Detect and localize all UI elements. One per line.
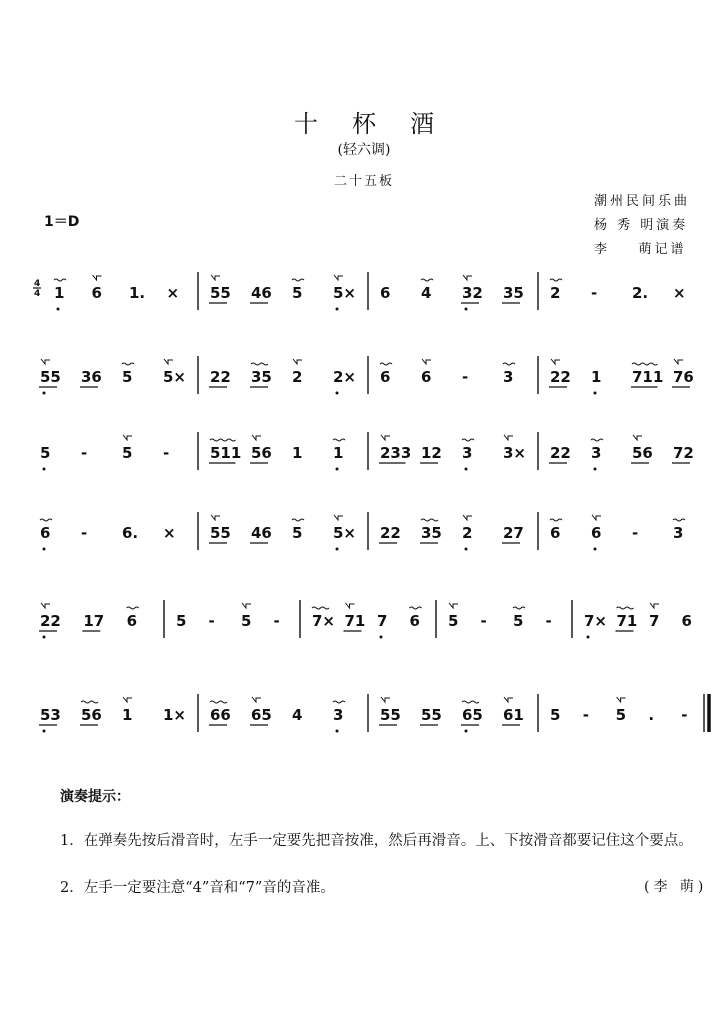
score-note: 46 [251,284,272,302]
trill-mark [550,519,562,521]
score-note: 5 [292,524,303,542]
trill-mark [503,363,515,365]
score-note: 71 [616,612,638,630]
slide-mark [242,603,251,608]
slide-mark [211,515,220,520]
slide-mark [504,435,513,440]
credit-transcriber: 李 萌记谱 [594,242,687,257]
low-octave-dot [336,308,339,311]
score-note: 3 [503,368,514,386]
score-note: 4 [292,706,303,724]
score-note: 5 [615,706,627,724]
slide-mark [650,603,659,608]
score-note: - [480,612,487,630]
score-note: - [273,612,280,630]
score-row [28,268,712,330]
low-octave-dot [594,468,597,471]
score-note: - [208,612,215,630]
score-note: 1 [333,444,344,462]
score-note: 1 [292,444,303,462]
score-note: 1 [591,368,602,386]
score-note: 1 [54,284,65,302]
score-note: 56 [251,444,272,462]
trill-mark [513,607,525,609]
score-note: 2. [632,284,649,302]
trill-mark [462,701,479,703]
score-note: - [582,706,590,724]
low-octave-dot [465,468,468,471]
low-octave-dot [594,548,597,551]
low-octave-dot [336,468,339,471]
score-note: . [648,706,655,724]
trill-mark [251,363,268,365]
score-note: 35 [421,524,442,542]
slide-mark [617,697,626,702]
slide-mark [381,697,390,702]
trill-mark [462,439,474,441]
slide-mark [592,515,601,520]
low-octave-dot [380,636,383,639]
score-note: 1× [163,706,187,724]
score-note: 5 [513,612,524,630]
slide-mark [504,697,513,702]
slide-mark [211,275,220,280]
score-note: - [163,444,170,462]
slide-mark [41,603,50,608]
meter-label: 二十五板 [333,174,394,189]
note-signature: (李 萌) [644,879,708,895]
slide-mark [551,359,560,364]
trill-mark [81,701,98,703]
score-note: 3 [462,444,473,462]
score-note: 5 [292,284,303,302]
score-note: 12 [421,444,442,462]
slide-mark [449,603,458,608]
score-note: 1. [129,284,146,302]
credit-performer: 杨 秀 明演奏 [594,218,689,233]
trill-mark [421,279,433,281]
score-note: 56 [81,706,102,724]
score-note: 3× [503,444,527,462]
score-note: - [681,706,688,724]
score-note: 7× [312,612,336,630]
score-note: 6 [591,524,602,542]
score-note: 55 [380,706,401,724]
score-note: 5 [40,444,51,462]
score-note: 22 [550,368,571,386]
score-note: 76 [673,368,694,386]
trill-mark [210,701,227,703]
score-note: 35 [251,368,272,386]
score-note: 7 [649,612,660,630]
score-note: - [591,284,598,302]
score-row-svg [28,428,712,490]
credit-genre: 潮州民间乐曲 [594,194,691,209]
score-note: 55 [210,524,231,542]
slide-mark [334,515,343,520]
trill-mark [122,363,134,365]
score-note: 6 [681,612,692,630]
slide-mark [674,359,683,364]
score-note: 6 [380,284,391,302]
score-row [28,508,712,570]
trill-mark [292,279,304,281]
key-signature: 1＝D [44,214,80,230]
trill-mark [292,519,304,521]
score-note: 5 [176,612,187,630]
score-note: 65 [462,706,483,724]
score-row-svg [28,690,712,752]
score-note: 2 [462,524,473,542]
low-octave-dot [336,730,339,733]
score-row [28,690,712,752]
score-row [28,596,712,658]
score-note: 6 [40,524,51,542]
slide-mark [252,435,261,440]
score-note: 7× [584,612,608,630]
low-octave-dot [587,636,590,639]
low-octave-dot [465,308,468,311]
score-note: 32 [462,284,483,302]
trill-mark [210,439,236,441]
score-note: 55 [40,368,61,386]
score-note: 5× [333,284,357,302]
performance-note-2: 2．左手一定要注意“4”音和“7”音的音准。 [60,880,335,896]
time-signature-top: 4 [34,279,41,289]
trill-mark [673,519,685,521]
slide-mark [463,275,472,280]
score-note: - [632,524,639,542]
score-note: 22 [550,444,571,462]
slide-mark [123,697,132,702]
trill-mark [410,607,422,609]
score-note: 22 [210,368,231,386]
score-note: 6 [126,612,138,630]
slide-mark [252,697,261,702]
trill-mark [333,701,345,703]
trill-mark [421,519,438,521]
low-octave-dot [43,636,46,639]
score-note: 22 [40,612,61,630]
low-octave-dot [43,392,46,395]
score-note: 6 [409,612,420,630]
score-note: × [163,524,176,542]
score-note: 233 [380,444,412,462]
score-note: 72 [673,444,694,462]
score-note: 4 [421,284,432,302]
score-note: 17 [83,612,105,630]
score-note: 5× [333,524,357,542]
slide-mark [93,275,102,280]
trill-mark [617,607,634,609]
score-note: 2× [333,368,357,386]
score-note: 65 [251,706,272,724]
slide-mark [633,435,642,440]
trill-mark [54,279,66,281]
score-row [28,428,712,490]
score-note: 2 [292,368,303,386]
score-note: 5 [122,444,133,462]
score-note: 5 [448,612,459,630]
score-note: 56 [632,444,653,462]
low-octave-dot [336,548,339,551]
trill-mark [127,607,139,609]
low-octave-dot [43,548,46,551]
trill-mark [550,279,562,281]
low-octave-dot [57,308,60,311]
score-note: 55 [210,284,231,302]
score-note: 36 [81,368,102,386]
low-octave-dot [43,468,46,471]
score-note: 27 [503,524,524,542]
slide-mark [463,515,472,520]
score-note: × [673,284,686,302]
low-octave-dot [465,548,468,551]
score-note: 61 [503,706,524,724]
slide-mark [123,435,132,440]
slide-mark [293,359,302,364]
score-note: 5× [163,368,187,386]
score-note: 2 [550,284,561,302]
score-note: × [166,284,180,302]
score-note: 53 [40,706,61,724]
trill-mark [312,607,329,609]
low-octave-dot [594,392,597,395]
score-row-svg [28,352,712,414]
score-note: - [81,444,88,462]
score-row-svg [28,268,712,330]
score-note: 5 [122,368,133,386]
score-note: - [81,524,88,542]
time-signature-bottom: 4 [34,289,41,299]
score-note: 711 [632,368,664,386]
score-note: 5 [550,706,561,724]
trill-mark [333,439,345,441]
score-note: - [462,368,469,386]
score-row [28,352,712,414]
score-note: 55 [421,706,442,724]
score-note: 3 [673,524,684,542]
score-note: 71 [344,612,366,630]
trill-mark [632,363,658,365]
score-note: 511 [210,444,242,462]
score-note: 6 [421,368,432,386]
score-note: 6 [380,368,391,386]
score-row-svg [28,596,712,658]
slide-mark [346,603,355,608]
slide-mark [422,359,431,364]
score-note: 6 [91,284,102,302]
trill-mark [380,363,392,365]
score-row-svg [28,508,712,570]
page-title: 十杯酒 [294,110,468,138]
low-octave-dot [43,730,46,733]
score-note: 3 [333,706,344,724]
performance-notes-heading: 演奏提示： [60,789,130,805]
score-note: 22 [380,524,401,542]
trill-mark [591,439,603,441]
mode-subtitle: (轻六调) [337,142,391,158]
low-octave-dot [336,392,339,395]
score-note: 3 [591,444,602,462]
low-octave-dot [465,730,468,733]
trill-mark [40,519,52,521]
slide-mark [334,275,343,280]
score-note: 66 [210,706,231,724]
score-note: 7 [377,612,388,630]
slide-mark [41,359,50,364]
score-note: 35 [503,284,524,302]
score-note: 6. [122,524,139,542]
score-note: - [545,612,552,630]
score-note: 46 [251,524,272,542]
score-note: 5 [241,612,252,630]
score-note: 1 [122,706,133,724]
slide-mark [164,359,173,364]
slide-mark [381,435,390,440]
score-note: 6 [550,524,561,542]
performance-note-1: 1．在弹奏先按后滑音时，左手一定要先把音按准，然后再滑音。上、下按滑音都要记住这个要点。 [60,833,693,849]
